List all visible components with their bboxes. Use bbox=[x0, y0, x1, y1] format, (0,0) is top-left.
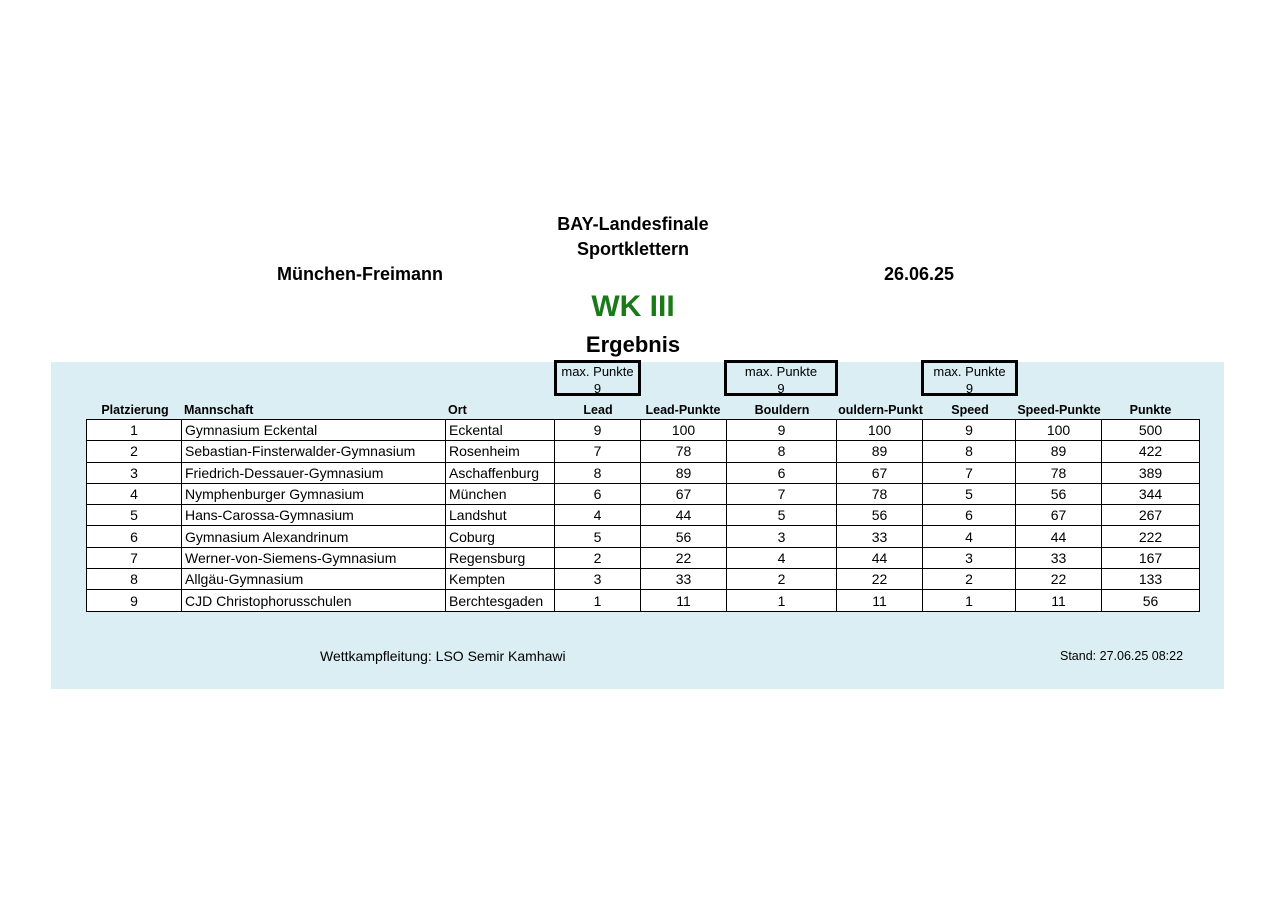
table-row bbox=[87, 420, 1200, 441]
cell-speed-points: 67 bbox=[1016, 505, 1102, 526]
max-points-label: max. Punkte bbox=[933, 364, 1006, 379]
cell-total-points: 500 bbox=[1102, 420, 1200, 441]
cell-city: München bbox=[446, 483, 555, 504]
cell-bouldern: 4 bbox=[727, 547, 837, 568]
col-header-platzierung: Platzierung bbox=[101, 403, 169, 417]
cell-lead-points: 33 bbox=[641, 569, 727, 590]
cell-speed-points: 33 bbox=[1016, 547, 1102, 568]
max-points-speed-box bbox=[921, 360, 1018, 396]
cell-bouldern: 8 bbox=[727, 441, 837, 462]
cell-bouldern-points: 67 bbox=[837, 462, 923, 483]
cell-rank: 7 bbox=[87, 547, 182, 568]
cell-speed: 4 bbox=[923, 526, 1016, 547]
cell-rank: 5 bbox=[87, 505, 182, 526]
cell-bouldern-points: 56 bbox=[837, 505, 923, 526]
table-row bbox=[87, 462, 1200, 483]
cell-lead: 9 bbox=[555, 420, 641, 441]
col-header-bouldern: Bouldern bbox=[754, 403, 810, 417]
competition-director: Wettkampfleitung: LSO Semir Kamhawi bbox=[320, 648, 566, 664]
cell-team: Werner-von-Siemens-Gymnasium bbox=[182, 547, 446, 568]
cell-speed-points: 56 bbox=[1016, 483, 1102, 504]
results-table-body bbox=[87, 420, 1200, 612]
results-subtitle: Ergebnis bbox=[585, 332, 681, 357]
cell-lead-points: 22 bbox=[641, 547, 727, 568]
cell-total-points: 267 bbox=[1102, 505, 1200, 526]
cell-city: Kempten bbox=[446, 569, 555, 590]
col-header-punkte: Punkte bbox=[1129, 403, 1172, 417]
cell-team: Friedrich-Dessauer-Gymnasium bbox=[182, 462, 446, 483]
table-row bbox=[87, 483, 1200, 504]
cell-team: Sebastian-Finsterwalder-Gymnasium bbox=[182, 441, 446, 462]
results-table bbox=[86, 419, 1200, 612]
cell-lead-points: 44 bbox=[641, 505, 727, 526]
cell-speed-points: 44 bbox=[1016, 526, 1102, 547]
cell-lead: 4 bbox=[555, 505, 641, 526]
max-points-label: max. Punkte bbox=[561, 364, 634, 379]
cell-rank: 3 bbox=[87, 462, 182, 483]
cell-bouldern: 1 bbox=[727, 590, 837, 611]
cell-total-points: 167 bbox=[1102, 547, 1200, 568]
cell-team: Allgäu-Gymnasium bbox=[182, 569, 446, 590]
table-row bbox=[87, 569, 1200, 590]
cell-city: Berchtesgaden bbox=[446, 590, 555, 611]
cell-city: Eckental bbox=[446, 420, 555, 441]
cell-speed: 9 bbox=[923, 420, 1016, 441]
cell-lead: 7 bbox=[555, 441, 641, 462]
cell-city: Regensburg bbox=[446, 547, 555, 568]
cell-bouldern-points: 100 bbox=[837, 420, 923, 441]
col-header-lead-punkte: Lead-Punkte bbox=[645, 403, 721, 417]
max-points-value: 9 bbox=[777, 381, 785, 396]
cell-lead-points: 89 bbox=[641, 462, 727, 483]
max-points-label: max. Punkte bbox=[744, 364, 818, 379]
cell-bouldern-points: 78 bbox=[837, 483, 923, 504]
cell-bouldern: 6 bbox=[727, 462, 837, 483]
table-row bbox=[87, 526, 1200, 547]
cell-lead: 2 bbox=[555, 547, 641, 568]
cell-rank: 4 bbox=[87, 483, 182, 504]
cell-speed: 3 bbox=[923, 547, 1016, 568]
cell-speed: 2 bbox=[923, 569, 1016, 590]
cell-lead-points: 67 bbox=[641, 483, 727, 504]
cell-total-points: 389 bbox=[1102, 462, 1200, 483]
cell-rank: 6 bbox=[87, 526, 182, 547]
col-header-lead: Lead bbox=[583, 403, 613, 417]
cell-lead-points: 78 bbox=[641, 441, 727, 462]
cell-lead: 8 bbox=[555, 462, 641, 483]
cell-bouldern: 3 bbox=[727, 526, 837, 547]
cell-speed: 8 bbox=[923, 441, 1016, 462]
cell-total-points: 56 bbox=[1102, 590, 1200, 611]
cell-bouldern: 5 bbox=[727, 505, 837, 526]
max-points-lead-box bbox=[554, 360, 641, 396]
cell-speed: 5 bbox=[923, 483, 1016, 504]
cell-rank: 1 bbox=[87, 420, 182, 441]
table-row bbox=[87, 505, 1200, 526]
cell-team: Nymphenburger Gymnasium bbox=[182, 483, 446, 504]
table-row bbox=[87, 441, 1200, 462]
table-row bbox=[87, 590, 1200, 611]
col-header-ort: Ort bbox=[448, 403, 467, 417]
cell-lead-points: 11 bbox=[641, 590, 727, 611]
title-line-1: BAY-Landesfinale bbox=[557, 214, 709, 234]
col-header-mannschaft: Mannschaft bbox=[184, 403, 254, 417]
event-location: München-Freimann bbox=[277, 264, 444, 284]
timestamp: Stand: 27.06.25 08:22 bbox=[1060, 649, 1184, 663]
table-row bbox=[87, 547, 1200, 568]
cell-speed-points: 100 bbox=[1016, 420, 1102, 441]
cell-total-points: 422 bbox=[1102, 441, 1200, 462]
max-points-bouldern-box bbox=[724, 360, 838, 396]
cell-total-points: 344 bbox=[1102, 483, 1200, 504]
cell-city: Coburg bbox=[446, 526, 555, 547]
cell-speed-points: 78 bbox=[1016, 462, 1102, 483]
cell-speed: 1 bbox=[923, 590, 1016, 611]
event-date: 26.06.25 bbox=[884, 264, 955, 284]
cell-team: Hans-Carossa-Gymnasium bbox=[182, 505, 446, 526]
cell-lead-points: 56 bbox=[641, 526, 727, 547]
cell-lead: 5 bbox=[555, 526, 641, 547]
cell-speed-points: 22 bbox=[1016, 569, 1102, 590]
cell-bouldern: 2 bbox=[727, 569, 837, 590]
cell-total-points: 222 bbox=[1102, 526, 1200, 547]
cell-team: Gymnasium Alexandrinum bbox=[182, 526, 446, 547]
col-header-speed-punkte: Speed-Punkte bbox=[1017, 403, 1101, 417]
cell-speed-points: 11 bbox=[1016, 590, 1102, 611]
cell-team: CJD Christophorusschulen bbox=[182, 590, 446, 611]
cell-city: Rosenheim bbox=[446, 441, 555, 462]
col-header-speed: Speed bbox=[951, 403, 989, 417]
cell-bouldern-points: 33 bbox=[837, 526, 923, 547]
cell-rank: 9 bbox=[87, 590, 182, 611]
cell-bouldern-points: 11 bbox=[837, 590, 923, 611]
cell-bouldern: 7 bbox=[727, 483, 837, 504]
cell-lead: 1 bbox=[555, 590, 641, 611]
cell-total-points: 133 bbox=[1102, 569, 1200, 590]
cell-lead: 3 bbox=[555, 569, 641, 590]
category-title: WK III bbox=[591, 290, 675, 323]
cell-bouldern-points: 44 bbox=[837, 547, 923, 568]
cell-rank: 8 bbox=[87, 569, 182, 590]
cell-bouldern-points: 89 bbox=[837, 441, 923, 462]
cell-speed-points: 89 bbox=[1016, 441, 1102, 462]
cell-bouldern-points: 22 bbox=[837, 569, 923, 590]
cell-rank: 2 bbox=[87, 441, 182, 462]
max-points-value: 9 bbox=[593, 381, 602, 396]
cell-lead-points: 100 bbox=[641, 420, 727, 441]
col-header-bouldern-punkte: ouldern-Punkt bbox=[838, 403, 923, 417]
cell-lead: 6 bbox=[555, 483, 641, 504]
cell-city: Landshut bbox=[446, 505, 555, 526]
cell-speed: 7 bbox=[923, 462, 1016, 483]
cell-bouldern: 9 bbox=[727, 420, 837, 441]
cell-team: Gymnasium Eckental bbox=[182, 420, 446, 441]
max-points-value: 9 bbox=[965, 381, 974, 396]
cell-city: Aschaffenburg bbox=[446, 462, 555, 483]
cell-speed: 6 bbox=[923, 505, 1016, 526]
title-line-2: Sportklettern bbox=[576, 239, 690, 259]
